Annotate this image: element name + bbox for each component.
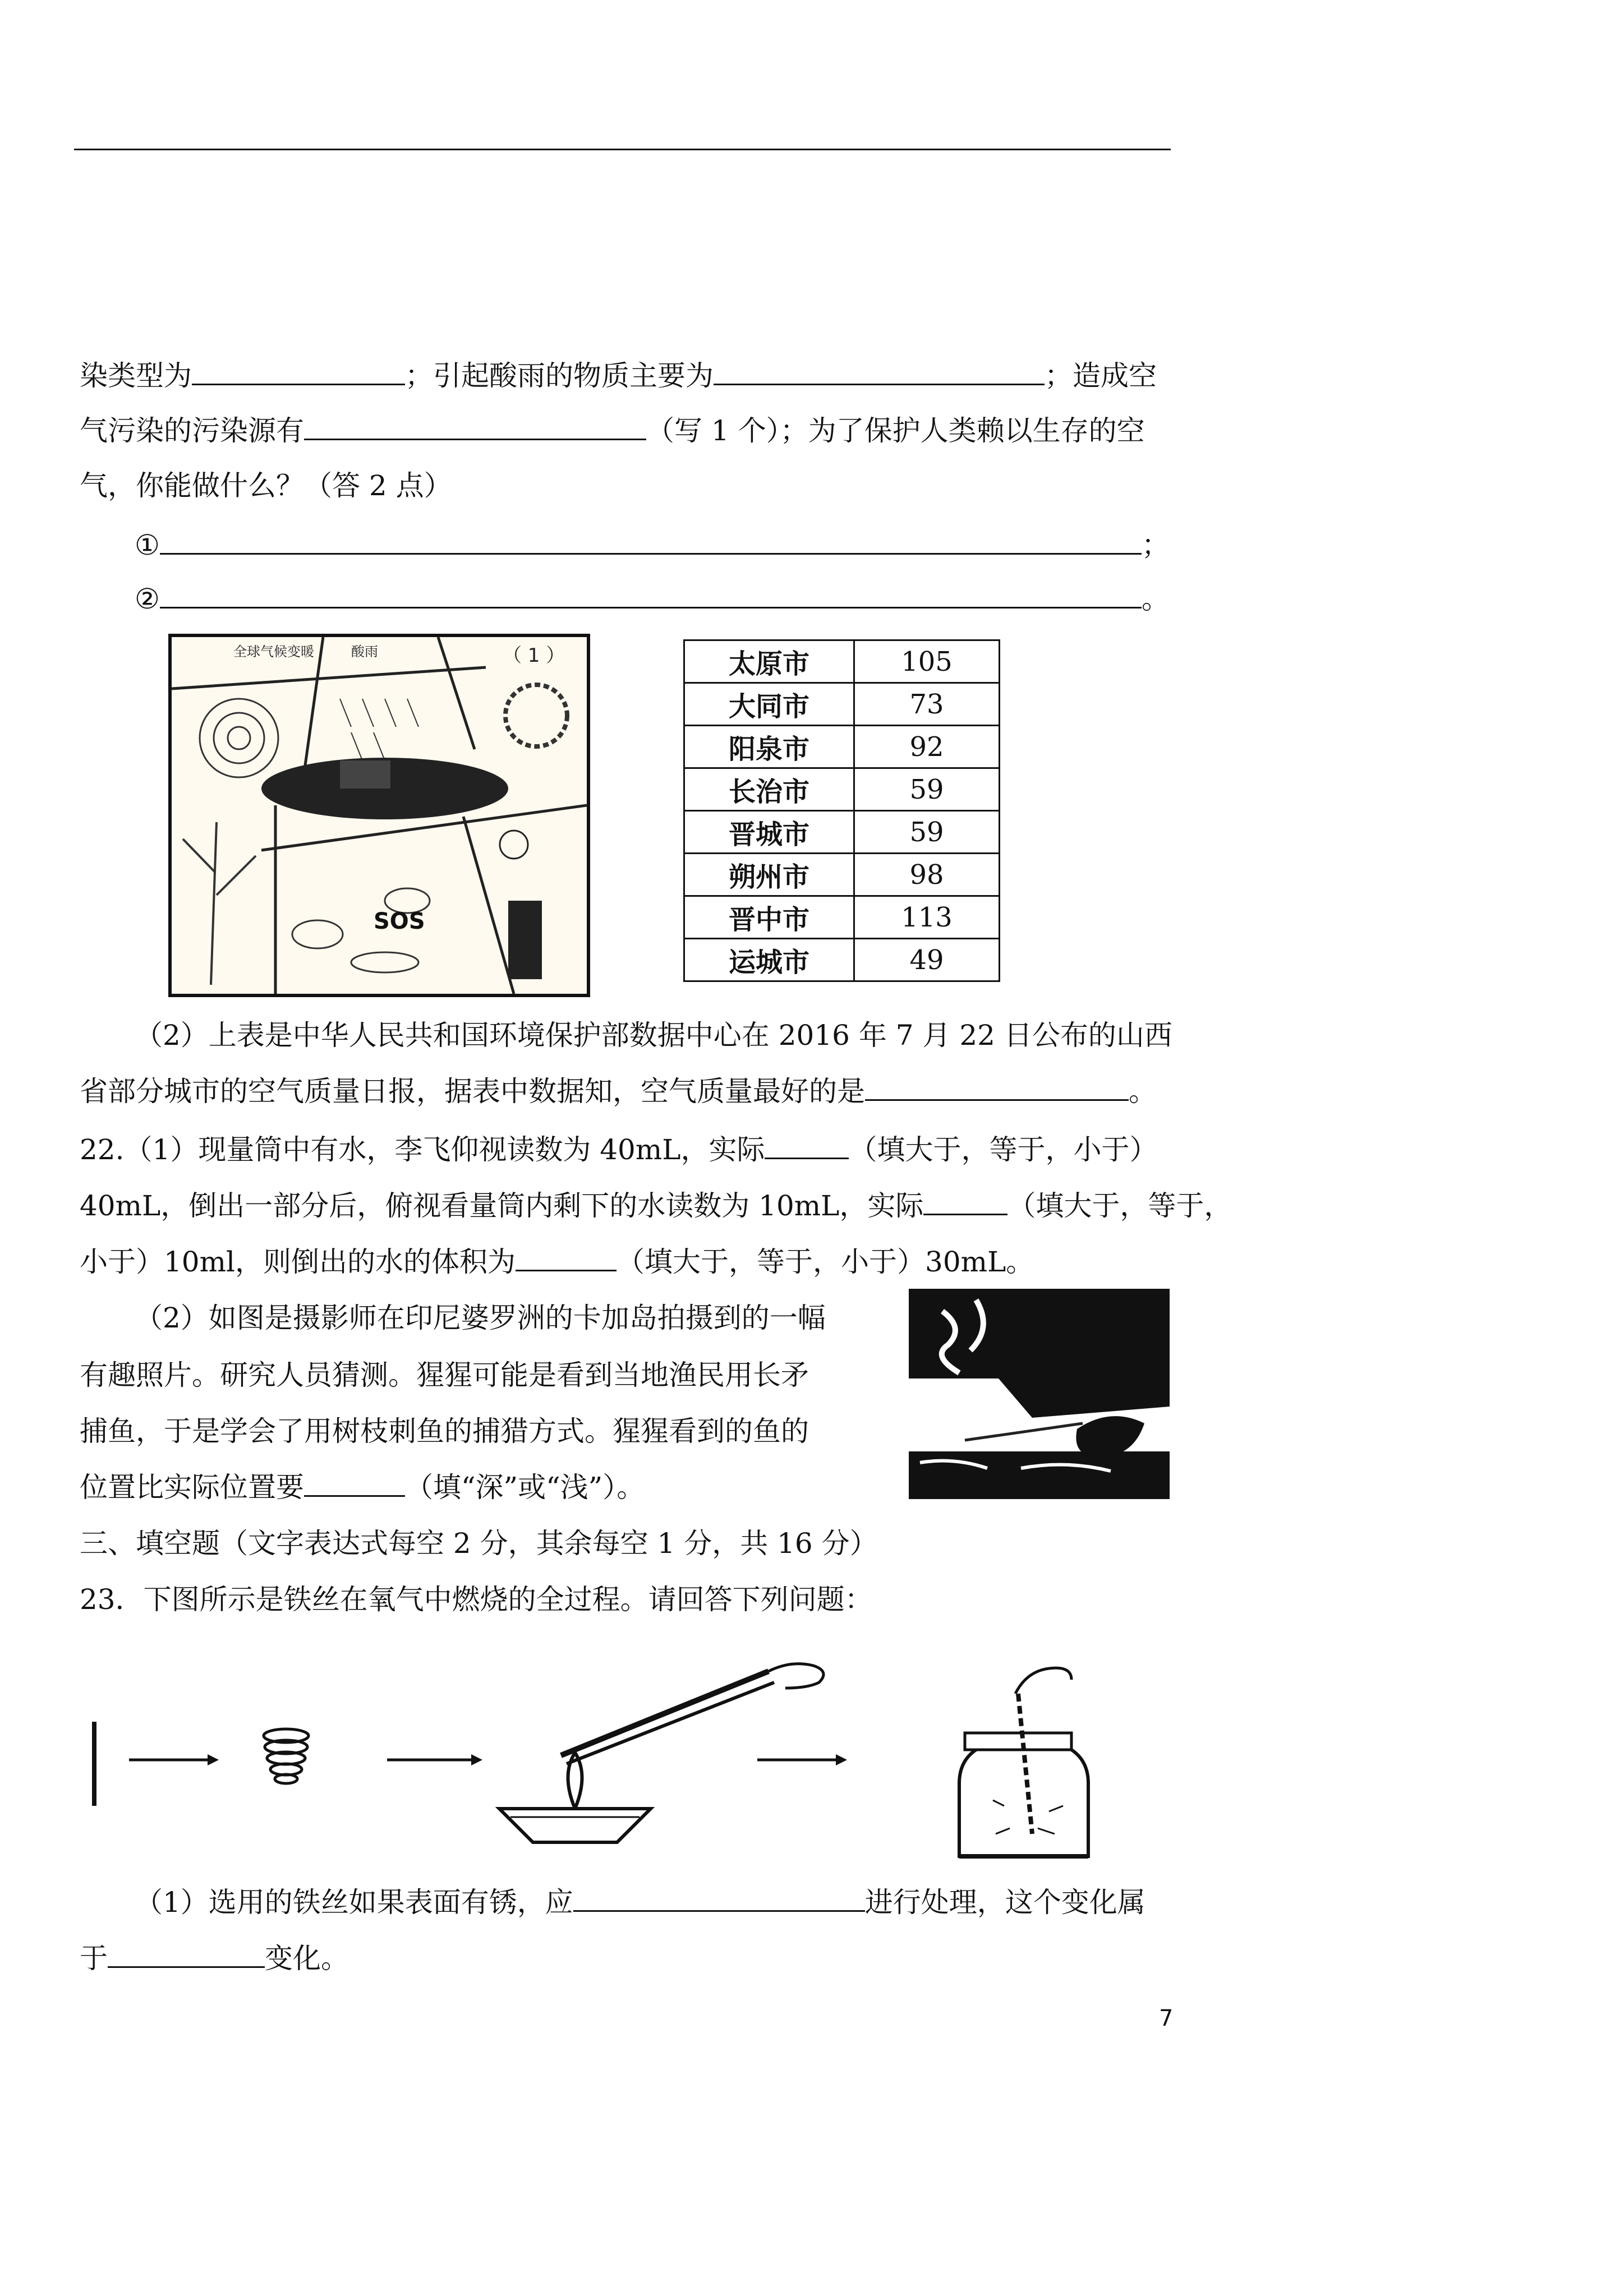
answer-blank[interactable] [573, 1885, 865, 1912]
city-name-cell: 运城市 [684, 939, 854, 981]
city-name-cell: 长治市 [684, 768, 854, 811]
aqi-value-cell: 49 [854, 939, 1000, 981]
section-title: 三、填空题（文字表达式每空 2 分，其余每空 1 分，共 16 分） [80, 1527, 878, 1560]
q21-line-3 [80, 469, 452, 502]
table-row [684, 854, 1000, 896]
q21-answer-2 [135, 582, 1170, 616]
arrow-icon [387, 1754, 482, 1765]
city-name-cell: 晋城市 [684, 811, 854, 854]
city-name-cell: 大同市 [684, 683, 854, 726]
q23-text: （1）选用的铁丝如果表面有锈，应 [135, 1886, 573, 1919]
oxygen-gas-jar [959, 1668, 1088, 1856]
q23-stem [80, 1583, 873, 1616]
aqi-value-cell: 113 [854, 896, 1000, 939]
answer-blank[interactable] [516, 1245, 617, 1271]
q23-text: 23．下图所示是铁丝在氧气中燃烧的全过程。请回答下列问题： [80, 1583, 873, 1616]
q21-answer-1 [135, 528, 1170, 562]
answer-blank[interactable] [108, 1942, 265, 1968]
q22-line-3 [80, 1245, 1034, 1279]
q22-text: （填“深”或“浅”）。 [405, 1471, 645, 1504]
answer-blank[interactable] [160, 582, 1142, 608]
q23-part1-line-2 [80, 1942, 349, 1975]
city-name-cell: 晋中市 [684, 896, 854, 939]
city-name-cell: 朔州市 [684, 854, 854, 896]
q21-part2-line-1 [135, 1018, 1172, 1052]
q21-part2-line-2 [80, 1075, 1157, 1108]
answer-blank[interactable] [923, 1189, 1007, 1215]
q21-text: 染类型为 [80, 359, 192, 392]
table-row [684, 939, 1000, 981]
aqi-value-cell: 98 [854, 854, 1000, 896]
cartoon-sos-text: SOS [374, 909, 425, 934]
city-name-cell: 阳泉市 [684, 726, 854, 768]
coiled-wire [264, 1729, 309, 1783]
table-row [684, 811, 1000, 854]
q23-text: 进行处理，这个变化属 [864, 1886, 1145, 1919]
arrow-icon [129, 1754, 219, 1765]
table-row [684, 683, 1000, 726]
header-rule [74, 149, 1171, 150]
page-number: 7 [1159, 2005, 1174, 2031]
answer-blank[interactable] [192, 359, 405, 385]
q22-line-2 [80, 1189, 1232, 1223]
table-row [684, 768, 1000, 811]
q22-text: 40mL，倒出一部分后，俯视看量筒内剩下的水读数为 10mL，实际 [80, 1190, 924, 1222]
q21-text: 气污染的污染源有 [80, 414, 304, 447]
table-row [684, 640, 1000, 683]
cartoon-label: 酸雨 [351, 644, 378, 660]
answer-blank[interactable] [765, 1133, 849, 1159]
table-row [684, 896, 1000, 939]
punctuation: 。 [1129, 1075, 1157, 1108]
punctuation: 。 [1141, 583, 1170, 615]
answer-blank[interactable] [865, 1075, 1129, 1101]
table-row [684, 726, 1000, 768]
arrow-icon [757, 1754, 847, 1765]
air-quality-table [683, 639, 1000, 982]
punctuation: ； [1141, 529, 1170, 561]
aqi-value-cell: 59 [854, 811, 1000, 854]
q21-text: ；引起酸雨的物质主要为 [405, 359, 714, 392]
q22-text: （填大于，等于， [1007, 1190, 1232, 1222]
aqi-value-cell: 92 [854, 726, 1000, 768]
pollution-cartoon-drawing [172, 637, 587, 994]
q22-part2-line-1 [135, 1301, 826, 1335]
city-name-cell: 太原市 [684, 640, 854, 683]
answer-blank[interactable] [304, 1470, 405, 1497]
combustion-process-drawing [84, 1649, 1139, 1873]
circled-number: ① [135, 529, 160, 561]
aqi-value-cell: 59 [854, 768, 1000, 811]
q21-text: 省部分城市的空气质量日报，据表中数据知，空气质量最好的是 [80, 1075, 865, 1108]
q22-text: 小于）10ml，则倒出的水的体积为 [80, 1246, 516, 1278]
q23-part1-line-1 [135, 1885, 1145, 1919]
q23-text: 于 [80, 1942, 108, 1975]
q23-text: 变化。 [265, 1942, 349, 1975]
q21-text: （2）上表是中华人民共和国环境保护部数据中心在 2016 年 7 月 22 日公布的山西 [135, 1019, 1172, 1052]
q21-text: ；造成空 [1045, 359, 1157, 392]
orangutan-photo-drawing [909, 1289, 1170, 1499]
q22-text: （填大于，等于，小于）30mL。 [617, 1246, 1034, 1278]
q21-line-2 [80, 414, 1145, 448]
q22-text: （2）如图是摄影师在印尼婆罗洲的卡加岛拍摄到的一幅 [135, 1302, 826, 1334]
q22-text: 捕鱼，于是学会了用树枝刺鱼的捕猎方式。猩猩看到的鱼的 [80, 1415, 809, 1447]
answer-blank[interactable] [304, 414, 646, 440]
aqi-value-cell: 105 [854, 640, 1000, 683]
q22-line-1 [80, 1133, 1157, 1167]
q21-line-1 [80, 359, 1157, 393]
section-3-title [80, 1527, 878, 1560]
cartoon-panel-number: （ 1 ） [503, 644, 565, 667]
alcohol-lamp-heating [499, 1664, 823, 1842]
aqi-value-cell: 73 [854, 683, 1000, 726]
answer-blank[interactable] [160, 528, 1142, 555]
q21-text: 气，你能做什么？（答 2 点） [80, 469, 452, 502]
answer-blank[interactable] [714, 359, 1045, 385]
q22-part2-line-3 [80, 1414, 809, 1448]
q22-text: 22.（1）现量筒中有水，李飞仰视读数为 40mL，实际 [80, 1133, 765, 1166]
q21-text: （写 1 个）；为了保护人类赖以生存的空 [646, 414, 1145, 447]
cartoon-label: 全球气候变暖 [233, 644, 314, 660]
pollution-cartoon [168, 634, 590, 997]
orangutan-fishing-photo [909, 1289, 1170, 1499]
q22-part2-line-2 [80, 1358, 809, 1392]
q22-text: 位置比实际位置要 [80, 1471, 304, 1504]
circled-number: ② [135, 583, 160, 615]
q22-text: （填大于，等于，小于） [849, 1133, 1158, 1166]
q22-text: 有趣照片。研究人员猜测。猩猩可能是看到当地渔民用长矛 [80, 1359, 809, 1391]
iron-wire-combustion-diagram [84, 1649, 1139, 1873]
q22-part2-line-4 [80, 1470, 645, 1504]
